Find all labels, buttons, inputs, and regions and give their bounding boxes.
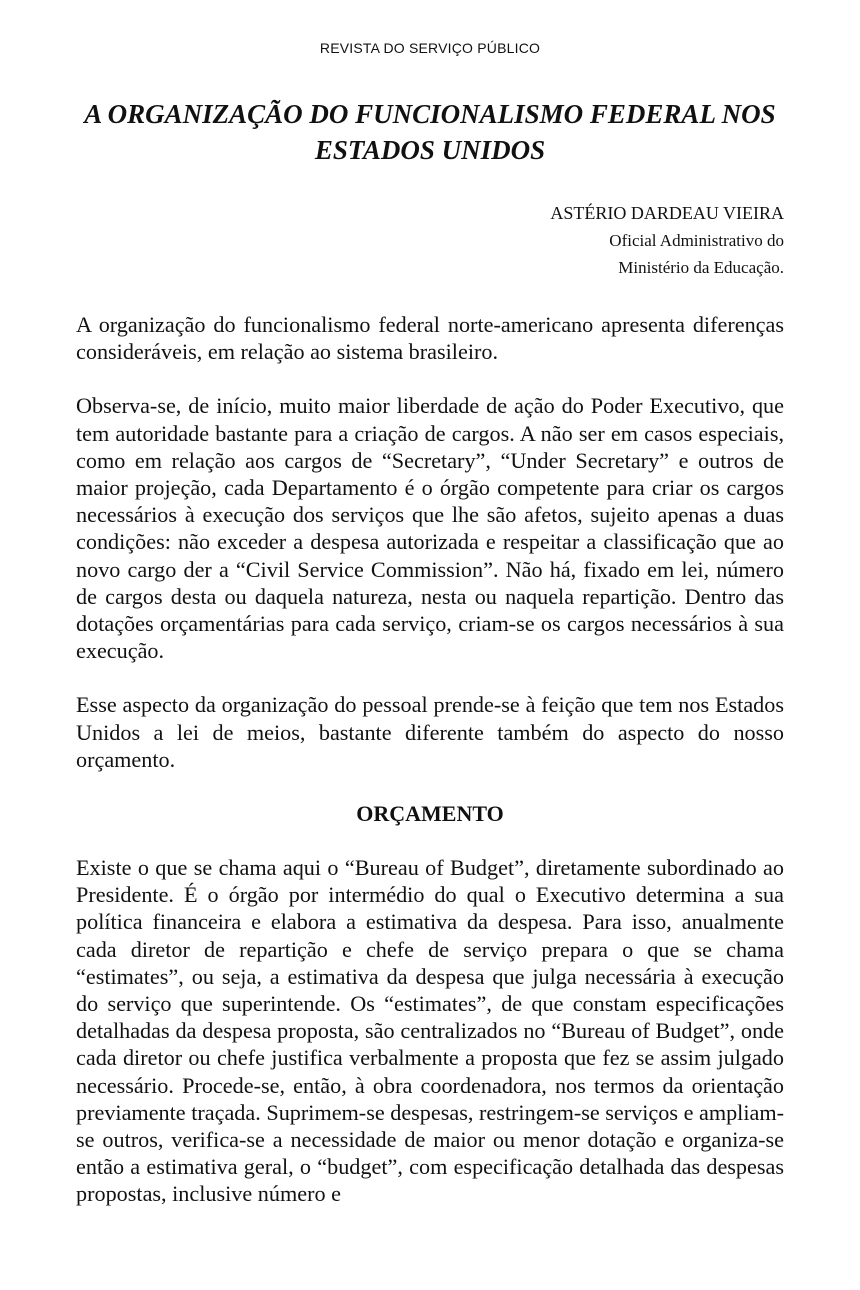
journal-header: REVISTA DO SERVIÇO PÚBLICO xyxy=(319,40,541,56)
article-title-line-1: A ORGANIZAÇÃO DO FUNCIONALISMO FEDERAL NOS xyxy=(84,99,776,129)
paragraph-4: Existe o que se chama aqui o “Bureau of Budget”, diretamente subordinado ao Presidente. É o órgão por intermédio do qual o Executivo determina a sua política financeira e elabora a estimativa da despesa. Para isso, anualmente cada diretor de repartição e chefe de serviço prepara o que se chama “estimates”, ou seja, a estimativa da despesa que julga necessária à execução do serviço que superintende. Os “estimates”, de que constam especificações detalhadas da despesa proposta, são centralizados no “Bureau of Budget”, onde cada diretor ou chefe justifica verbalmente a proposta que fez se assim julgado necessário. Procede-se, então, à obra coordenadora, nos termos da orientação previamente traçada. Suprimem-se despesas, restringem-se serviços e ampliam-se outros, verifica-se a necessidade de maior ou menor dotação e organiza-se então a estimativa geral, o “budget”, com especificação detalhada das despesas propostas, inclusive número e xyxy=(76,855,784,1207)
article-body xyxy=(76,311,784,1235)
author-name: ASTÉRIO DARDEAU VIEIRA xyxy=(550,203,784,223)
paragraph-3: Esse aspecto da organização do pessoal prende-se à feição que tem nos Estados Unidos a lei de meios, bastante diferente também do aspecto do nosso orçamento. xyxy=(76,692,784,772)
byline xyxy=(550,200,784,281)
article-title-line-2: ESTADOS UNIDOS xyxy=(314,135,546,165)
paragraph-2: Observa-se, de início, muito maior liberdade de ação do Poder Executivo, que tem autoridade bastante para a criação de cargos. A não ser em casos especiais, como em relação aos cargos de “Secretary”, “Under Secretary” e outros de maior projeção, cada Departamento é o órgão competente para criar os cargos necessários à execução dos serviços que lhe são afetos, sujeito apenas a duas condições: não exceder a despesa autorizada e respeitar a classificação que ao novo cargo der a “Civil Service Commission”. Não há, fixado em lei, número de cargos desta ou daquela natureza, nesta ou naquela repartição. Dentro das dotações orçamentárias para cada serviço, criam-se os cargos necessários à sua execução. xyxy=(76,393,784,664)
paragraph-1: A organização do funcionalismo federal norte-americano apresenta diferenças consideráveis, em relação ao sistema brasileiro. xyxy=(76,312,784,365)
section-heading-orcamento: ORÇAMENTO xyxy=(356,801,504,827)
article-title xyxy=(60,96,800,168)
author-role-line-1: Oficial Administrativo do xyxy=(609,231,784,250)
author-role-line-2: Ministério da Educação. xyxy=(618,258,784,277)
